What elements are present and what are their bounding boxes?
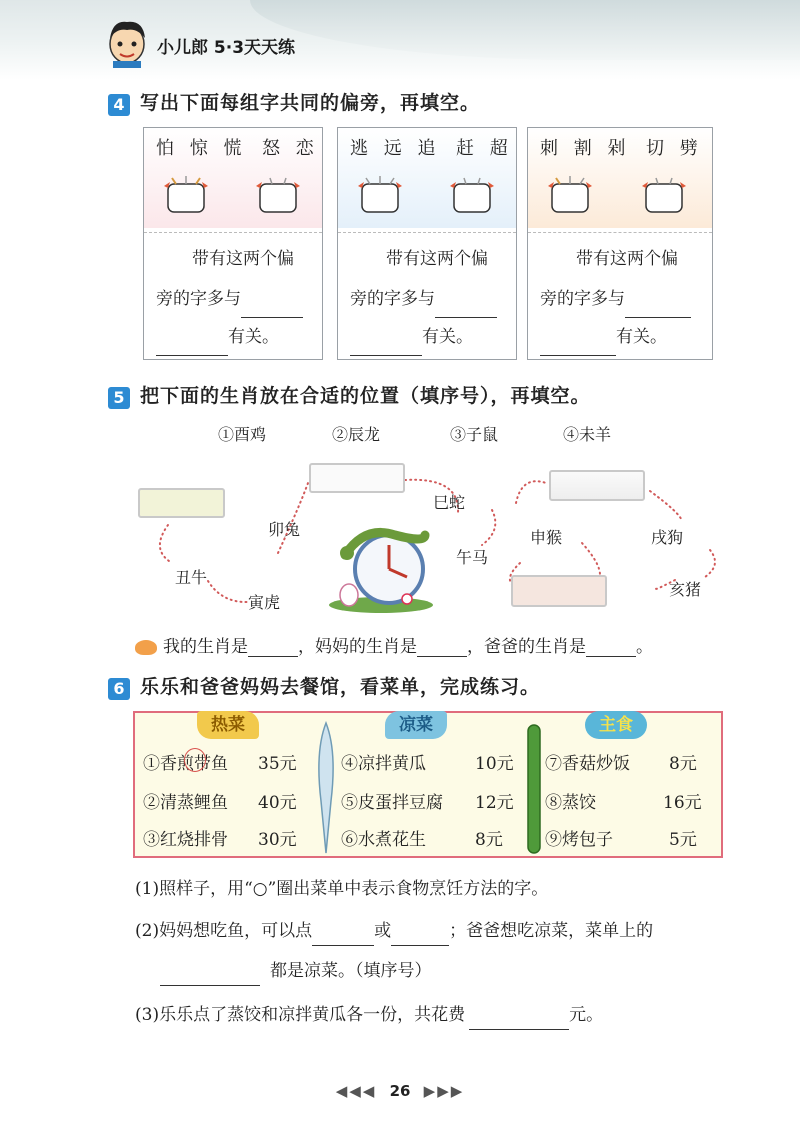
cat-icon <box>135 640 157 655</box>
menu-item-7[interactable]: ⑦香菇炒饭 <box>545 754 630 774</box>
label-xu: 戌狗 <box>651 528 684 547</box>
q6-sub1: (1)照样子，用“○”圈出菜单中表示食物烹饪方法的字。 <box>135 879 549 899</box>
page-number: 26 <box>389 1082 411 1100</box>
mascot-logo-icon <box>105 18 149 68</box>
crab-box-icon <box>164 176 208 214</box>
q6-sub2-cont: 都是凉菜。（填序号） <box>160 956 432 986</box>
menu-price-7: 8元 <box>669 754 697 774</box>
panel-2-line3: 有关。 <box>350 318 473 356</box>
page-footer <box>0 1082 800 1100</box>
q6-title: 乐乐和爸爸妈妈去餐馆，看菜单，完成练习。 <box>140 676 541 698</box>
label-wu: 午马 <box>456 548 489 567</box>
menu-item-4[interactable]: ④凉拌黄瓜 <box>341 754 426 774</box>
snake-clock-illustration-icon <box>325 525 437 613</box>
label-chou: 丑牛 <box>175 568 208 587</box>
panel-3-line1: 带有这两个偏 <box>576 249 678 269</box>
menu-tag-hot: 热菜 <box>197 711 259 739</box>
zodiac-option: ①酉鸡 <box>218 425 267 444</box>
menu-price-4: 10元 <box>475 754 514 774</box>
mom-zodiac-blank[interactable] <box>417 656 467 657</box>
panel-1-line2: 旁的字多与 <box>156 280 303 318</box>
dad-zodiac-blank[interactable] <box>586 656 636 657</box>
label-shen: 申猴 <box>530 528 563 547</box>
fish-blank-b[interactable] <box>391 945 449 946</box>
panel-3-line3: 有关。 <box>540 318 667 356</box>
menu-item-3[interactable]: ③红烧排骨 <box>143 830 228 850</box>
menu-price-3: 30元 <box>258 830 297 850</box>
q4-number: 4 <box>108 94 130 116</box>
panel-1-blank-b[interactable] <box>156 355 228 356</box>
panel-2-blank-b[interactable] <box>350 355 422 356</box>
menu-item-9[interactable]: ⑨烤包子 <box>545 830 613 850</box>
menu-price-2: 40元 <box>258 793 297 813</box>
menu-price-9: 5元 <box>669 830 697 850</box>
menu-item-1[interactable]: ①香煎带鱼 <box>143 754 228 774</box>
menu-price-8: 16元 <box>663 793 702 813</box>
menu-price-5: 12元 <box>475 793 514 813</box>
q6-sub2: (2)妈妈想吃鱼，可以点 或 ；爸爸想吃凉菜，菜单上的 <box>135 916 653 946</box>
next-arrows-icon: ▶▶▶ <box>423 1082 465 1100</box>
label-si: 巳蛇 <box>433 493 466 512</box>
q4-panel-1 <box>143 127 323 360</box>
answer-box-bottom[interactable] <box>511 575 607 607</box>
panel-1-line3: 有关。 <box>156 318 279 356</box>
panel-1-chars-b: 怒 恋 <box>262 138 319 159</box>
crab-box-icon <box>256 176 300 214</box>
menu-tag-cold: 凉菜 <box>385 711 447 739</box>
zodiac-option: ②辰龙 <box>332 425 381 444</box>
label-mao: 卯兔 <box>268 520 301 539</box>
menu-price-6: 8元 <box>475 830 503 850</box>
q5-number: 5 <box>108 387 130 409</box>
q5-heading <box>108 381 591 409</box>
q4-panel-3 <box>527 127 713 360</box>
label-yin: 寅虎 <box>248 593 281 612</box>
panel-2-line1: 带有这两个偏 <box>386 249 488 269</box>
panel-1-chars-a: 怕 惊 慌 <box>156 138 247 159</box>
q6-heading <box>108 672 540 700</box>
menu-item-5[interactable]: ⑤皮蛋拌豆腐 <box>341 793 443 813</box>
q4-panel-2 <box>337 127 517 360</box>
q5-title: 把下面的生肖放在合适的位置（填序号），再填空。 <box>140 385 591 407</box>
panel-1-line1: 带有这两个偏 <box>192 249 294 269</box>
cucumber-decoration-icon <box>525 723 543 855</box>
panel-2-chars-b: 赶 超 <box>456 138 513 159</box>
panel-3-line2: 旁的字多与 <box>540 280 691 318</box>
crab-box-icon <box>358 176 402 214</box>
crab-box-icon <box>642 176 686 214</box>
label-hai: 亥猪 <box>669 580 702 599</box>
q6-number: 6 <box>108 678 130 700</box>
prev-arrows-icon: ◀◀◀ <box>335 1082 377 1100</box>
menu-price-1: 35元 <box>258 754 297 774</box>
example-circle-mark <box>184 748 206 772</box>
menu-item-8[interactable]: ⑧蒸饺 <box>545 793 596 813</box>
menu-item-2[interactable]: ②清蒸鲤鱼 <box>143 793 228 813</box>
zodiac-fill-line: 我的生肖是 ，妈妈的生肖是 ，爸爸的生肖是 。 <box>135 632 653 657</box>
answer-box-top[interactable] <box>309 463 405 493</box>
zodiac-option: ③子鼠 <box>450 425 499 444</box>
answer-box-right[interactable] <box>549 470 645 501</box>
menu-tag-staple: 主食 <box>585 711 647 739</box>
q4-heading <box>108 88 480 116</box>
fish-decoration-icon <box>313 721 339 855</box>
panel-2-line2: 旁的字多与 <box>350 280 497 318</box>
my-zodiac-blank[interactable] <box>248 656 298 657</box>
crab-box-icon <box>450 176 494 214</box>
brand-title: 小儿郎 5·3天天练 <box>157 38 296 58</box>
panel-3-blank-b[interactable] <box>540 355 616 356</box>
crab-box-icon <box>548 176 592 214</box>
cold-dish-blank[interactable] <box>160 985 260 986</box>
answer-box-left[interactable] <box>138 488 225 518</box>
menu-board <box>133 711 723 858</box>
fish-blank-a[interactable] <box>312 945 374 946</box>
panel-3-chars-a: 刺 割 剁 <box>540 138 631 159</box>
zodiac-option: ④未羊 <box>563 425 612 444</box>
panel-3-chars-b: 切 劈 <box>646 138 703 159</box>
panel-2-chars-a: 逃 远 追 <box>350 138 441 159</box>
q6-sub3: (3)乐乐点了蒸饺和凉拌黄瓜各一份，共花费 元。 <box>135 1000 603 1030</box>
q4-title: 写出下面每组字共同的偏旁，再填空。 <box>140 92 481 114</box>
menu-item-6[interactable]: ⑥水煮花生 <box>341 830 426 850</box>
total-cost-blank[interactable] <box>469 1029 569 1030</box>
